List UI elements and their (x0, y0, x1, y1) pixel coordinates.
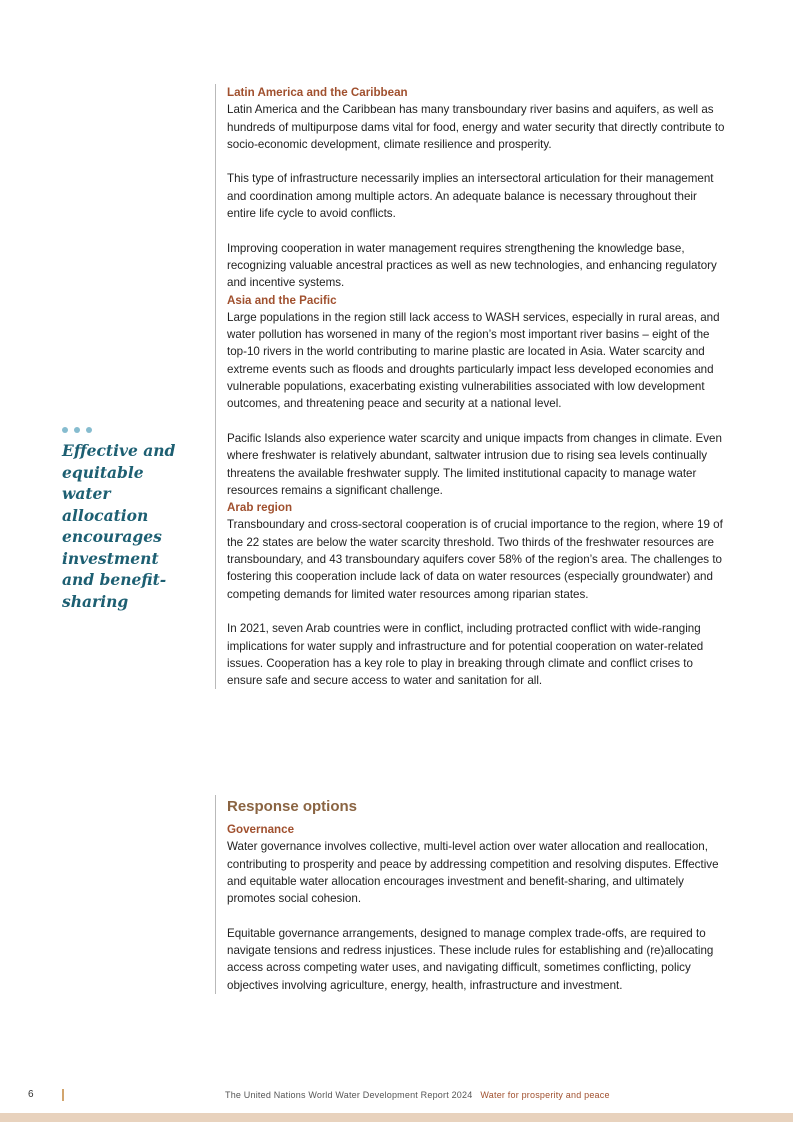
paragraph: Equitable governance arrangements, designed to manage complex trade-offs, are required to navigate tensions and redress injustices. These include rules for establishing and (re)allocating access across competing water uses, and navigating difficult, sometimes conflicting, policy objectives involving agriculture, energy, health, infrastructure and investment. (227, 926, 714, 992)
section-title: Asia and the Pacific (227, 293, 337, 307)
governance-subheading: Governance (227, 823, 295, 836)
pull-quote (62, 427, 192, 612)
paragraph: This type of infrastructure necessarily implies an intersectoral articulation for their management and coordination among multiple actors. An adequate balance is necessary throughout their entire life cycle to avoid conflicts. (227, 172, 714, 221)
paragraph: Large populations in the region still lack access to WASH services, especially in rural areas, and water pollution has worsened in many of the region’s most important river basins – eight of the top-10 rivers in the world contributing to marine plastic are located in Asia. Water scarcity and extreme events such as floods and droughts particularly impact less developed economies and vulnerable populations, exacerbating existing vulnerabilities associated with low development outcomes, and threatening peace and security at a national level. (227, 310, 720, 411)
report-subtitle: Water for prosperity and peace (480, 1090, 610, 1100)
footer-divider (62, 1089, 64, 1101)
report-title: The United Nations World Water Development Report 2024 (225, 1090, 473, 1100)
section-title: Arab region (227, 501, 293, 515)
paragraph: Pacific Islands also experience water scarcity and unique impacts from changes in climate. Even where freshwater is relatively abundant, saltwater intrusion due to rising sea levels continually threatens the available freshwater supply. The limited institutional capacity to manage water resources remains a significant challenge. (227, 431, 722, 497)
page-number: 6 (28, 1089, 34, 1100)
footer-title (225, 1090, 610, 1100)
paragraph: Latin America and the Caribbean has many transboundary river basins and aquifers, as well as hundreds of multipurpose dams vital for food, energy and water security that directly contribute to socio-economic development, climate resilience and prosperity. (227, 103, 725, 151)
section-latin-america (227, 84, 725, 292)
section-asia-pacific (227, 292, 725, 500)
paragraph: In 2021, seven Arab countries were in conflict, including protracted conflict with wide-ranging implications for water supply and infrastructure and for potential cooperation on water-related issues. Cooperation has a key role to play in breaking through climate and conflict crises to ensure safe and secure access to water and sanitation for all. (227, 622, 704, 688)
quote-dots-icon (62, 427, 192, 433)
bottom-band (0, 1113, 793, 1122)
main-column (215, 84, 725, 689)
response-options-column (215, 795, 725, 994)
response-heading: Response options (227, 798, 358, 815)
page-footer (0, 1089, 793, 1103)
paragraph: Transboundary and cross-sectoral cooperation is of crucial importance to the region, where 19 of the 22 states are below the water scarcity threshold. Two thirds of the freshwater resources are transboundary, and 43 transboundary aquifers cover 58% of the region’s area. The challenges to fostering this cooperation include lack of data on water resources (especially groundwater) and competing demands for limited water resources among riparian states. (227, 518, 723, 601)
section-title: Latin America and the Caribbean (227, 86, 408, 99)
paragraph: Water governance involves collective, multi-level action over water allocation and reallocation, contributing to prosperity and peace by addressing competition and resolving disputes. Effective and equitable water allocation encourages investment and benefit-sharing, and ultimately promotes social cohesion. (227, 840, 719, 906)
pull-quote-text: Effective and equitable water allocation encourages investment and benefit-sharing (62, 441, 176, 611)
paragraph: Improving cooperation in water management requires strengthening the knowledge base, recognizing valuable ancestral practices as well as new technologies, and enhancing regulatory and incentive systems. (227, 241, 717, 290)
section-arab-region (227, 499, 725, 689)
